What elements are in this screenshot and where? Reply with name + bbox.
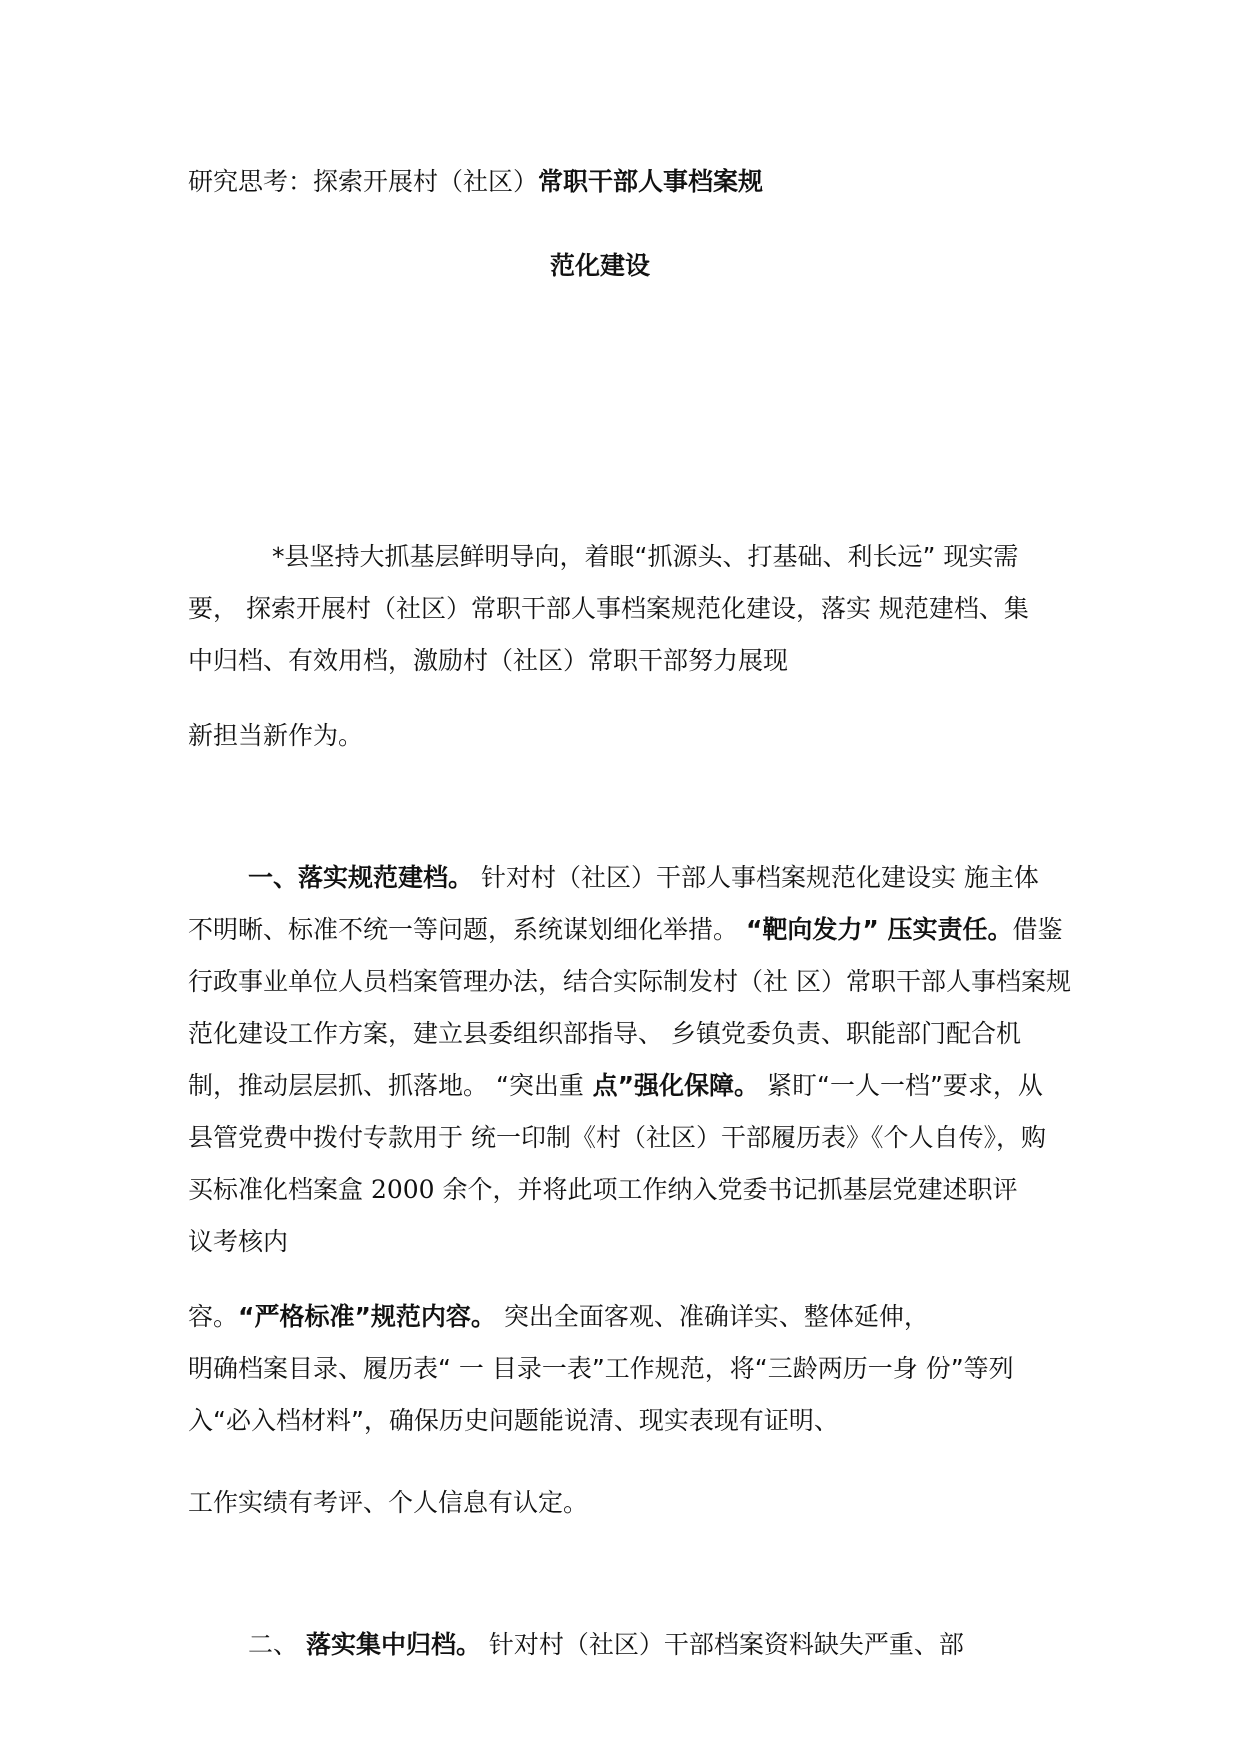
section-2-paragraph	[188, 1619, 1068, 1671]
section-1-line-1-text: 针对村（社区）干部人事档案规范化建设实 施主体	[473, 863, 1039, 892]
intro-line-2: 要， 探索开展村（社区）常职干部人事档案规范化建设，落实 规范建档、集	[188, 594, 1029, 623]
section-2-line-1-text: 针对村（社区）干部档案资料缺失严重、部	[480, 1630, 964, 1659]
intro-line-1: *县坚持大抓基层鲜明导向，着眼“抓源头、打基础、利长远” 现实需	[272, 542, 1019, 571]
section-1-line-3: 行政事业单位人员档案管理办法，结合实际制发村（社 区）常职干部人事档案规	[188, 967, 1071, 996]
subheading-highlight-end: 点”强化保障。	[583, 1071, 760, 1100]
section-1-continuation	[188, 1291, 1068, 1447]
title-prefix: 研究思考：探索开展村（社区）	[188, 167, 539, 196]
intro-ending	[188, 710, 1068, 762]
section-1-line-10: 明确档案目录、履历表“ 一 目录一表”工作规范，将“三龄两历一身 份”等列	[188, 1354, 1014, 1383]
title-line-2: 范化建设	[550, 251, 651, 280]
intro-paragraph	[188, 531, 1068, 687]
title-line-1	[188, 167, 763, 197]
section-1-line-4: 范化建设工作方案，建立县委组织部指导、 乡镇党委负责、职能部门配合机	[188, 1019, 1021, 1048]
section-1-paragraph	[188, 852, 1071, 1268]
section-1-line-5-text: 制，推动层层抓、抓落地。	[188, 1071, 496, 1100]
section-1-line-2-tail: 借鉴	[1012, 915, 1063, 944]
intro-last-line: 新担当新作为。	[188, 721, 364, 750]
section-1-line-2-text: 不明晰、标准不统一等问题，系统谋划细化举措。	[188, 915, 746, 944]
section-1-line-12: 工作实绩有考评、个人信息有认定。	[188, 1488, 589, 1517]
section-1-line-7-text: 买标准化档案盒	[188, 1175, 371, 1204]
section-1-line-1	[188, 852, 1068, 904]
section-1-line-5	[188, 1060, 1068, 1112]
section-1-line-7	[188, 1164, 1068, 1216]
section-1-line-9-text: 容。	[188, 1302, 239, 1331]
section-1-heading: 一、落实规范建档。	[248, 863, 474, 892]
section-1-line-6: 县管党费中拨付专款用于 统一印制《村（社区）干部履历表》《个人自传》，购	[188, 1123, 1046, 1152]
subheading-highlight-start: “突出重	[495, 1071, 584, 1100]
section-1-line-11: 入“必入档材料”，确保历史问题能说清、现实表现有证明、	[188, 1406, 839, 1435]
section-1-line-9	[188, 1291, 1068, 1343]
intro-line-3: 中归档、有效用档，激励村（社区）常职干部努力展现	[188, 646, 789, 675]
section-1-line-9-tail: 突出全面客观、准确详实、整体延伸，	[495, 1302, 929, 1331]
section-2-heading: 落实集中归档。	[305, 1630, 481, 1659]
archive-box-count: 2000	[370, 1175, 435, 1204]
title-bold-part: 常职干部人事档案规	[538, 167, 764, 196]
section-1-line-5-tail: 紧盯“一人一档”要求，从	[759, 1071, 1043, 1100]
subheading-strict-standards: “严格标准”规范内容。	[238, 1302, 496, 1331]
section-1-line-7-tail: 余个，并将此项工作纳入党委书记抓基层党建述职评	[434, 1175, 1018, 1204]
section-1-line-2	[188, 904, 1068, 956]
section-1-line-8: 议考核内	[188, 1227, 289, 1256]
section-2-line-1	[188, 1619, 1068, 1671]
section-1-ending	[188, 1477, 1068, 1529]
section-2-number: 二、	[248, 1630, 306, 1659]
subheading-targeted-force: “靶向发力” 压实责任。	[745, 915, 1013, 944]
